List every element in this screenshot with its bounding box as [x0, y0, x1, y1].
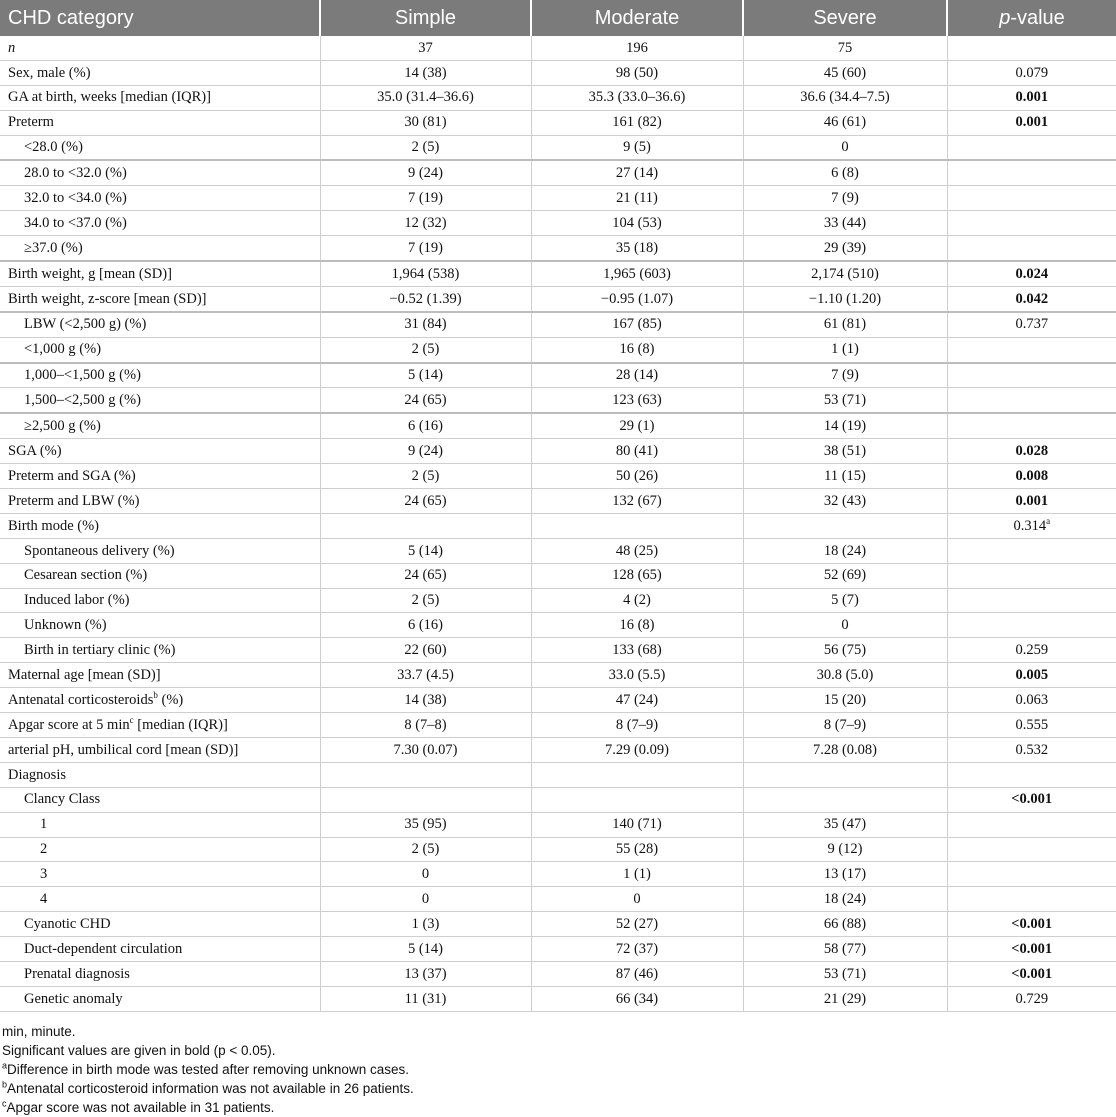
- header-chd-category: CHD category: [0, 0, 320, 36]
- cell-severe: 7 (9): [743, 186, 947, 211]
- cell-severe: 11 (15): [743, 464, 947, 489]
- cell-severe: 75: [743, 36, 947, 60]
- row-label: Spontaneous delivery (%): [0, 538, 320, 563]
- row-label: Birth mode (%): [0, 513, 320, 538]
- cell-simple: 9 (24): [320, 439, 531, 464]
- table-row: [0, 638, 1116, 663]
- table-row: [0, 186, 1116, 211]
- cell-p-value: [947, 613, 1116, 638]
- table-row: [0, 110, 1116, 135]
- row-label: 1: [0, 812, 320, 837]
- cell-moderate: 0: [531, 887, 743, 912]
- row-label: SGA (%): [0, 439, 320, 464]
- cell-severe: 61 (81): [743, 312, 947, 337]
- cell-moderate: 128 (65): [531, 563, 743, 588]
- row-label: Diagnosis: [0, 762, 320, 787]
- cell-moderate: 72 (37): [531, 937, 743, 962]
- cell-p-value: 0.314$^a$: [947, 513, 1116, 538]
- cell-p-value: [947, 36, 1116, 60]
- cell-severe: 18 (24): [743, 887, 947, 912]
- row-label: 32.0 to <34.0 (%): [0, 186, 320, 211]
- cell-severe: 13 (17): [743, 862, 947, 887]
- cell-p-value: [947, 211, 1116, 236]
- cell-moderate: 55 (28): [531, 837, 743, 862]
- cell-severe: 7.28 (0.08): [743, 737, 947, 762]
- cell-simple: [320, 787, 531, 812]
- table-row: [0, 286, 1116, 311]
- table-row: [0, 887, 1116, 912]
- cell-p-value: [947, 762, 1116, 787]
- table-row: [0, 464, 1116, 489]
- cell-p-value: 0.042: [947, 286, 1116, 311]
- cell-p-value: 0.001: [947, 110, 1116, 135]
- cell-p-value: [947, 160, 1116, 185]
- row-label: Cesarean section (%): [0, 563, 320, 588]
- cell-moderate: 16 (8): [531, 613, 743, 638]
- table-row: [0, 439, 1116, 464]
- cell-p-value: 0.737: [947, 312, 1116, 337]
- table-row: [0, 388, 1116, 413]
- footnote: $^b$Antenatal corticosteroid information was not available in 26 patients.: [2, 1079, 414, 1096]
- cell-moderate: 16 (8): [531, 337, 743, 362]
- cell-p-value: [947, 186, 1116, 211]
- cell-p-value: 0.008: [947, 464, 1116, 489]
- cell-moderate: 27 (14): [531, 160, 743, 185]
- cell-simple: 7 (19): [320, 186, 531, 211]
- cell-simple: 7.30 (0.07): [320, 737, 531, 762]
- cell-simple: 6 (16): [320, 413, 531, 438]
- table-row: [0, 312, 1116, 337]
- cell-simple: 2 (5): [320, 588, 531, 613]
- header-p-value: p-value: [947, 0, 1116, 36]
- cell-p-value: [947, 337, 1116, 362]
- table-row: [0, 688, 1116, 713]
- row-label: <1,000 g (%): [0, 337, 320, 362]
- row-label: Preterm: [0, 110, 320, 135]
- cell-simple: 14 (38): [320, 60, 531, 85]
- cell-severe: 29 (39): [743, 236, 947, 261]
- cell-p-value: [947, 413, 1116, 438]
- cell-simple: 5 (14): [320, 937, 531, 962]
- cell-simple: 1 (3): [320, 912, 531, 937]
- cell-simple: 7 (19): [320, 236, 531, 261]
- cell-simple: 8 (7–8): [320, 713, 531, 738]
- cell-moderate: −0.95 (1.07): [531, 286, 743, 311]
- row-label: 4: [0, 887, 320, 912]
- cell-p-value: [947, 837, 1116, 862]
- table-row: [0, 261, 1116, 286]
- table-row: [0, 787, 1116, 812]
- cell-severe: 33 (44): [743, 211, 947, 236]
- table-row: [0, 663, 1116, 688]
- cell-p-value: [947, 135, 1116, 160]
- cell-severe: 18 (24): [743, 538, 947, 563]
- table-footnotes: [0, 1012, 1116, 1117]
- cell-p-value: <0.001: [947, 937, 1116, 962]
- table-row: [0, 937, 1116, 962]
- cell-severe: 0: [743, 135, 947, 160]
- cell-severe: 8 (7–9): [743, 713, 947, 738]
- cell-severe: 58 (77): [743, 937, 947, 962]
- row-label: Induced labor (%): [0, 588, 320, 613]
- cell-severe: [743, 513, 947, 538]
- table-row: [0, 961, 1116, 986]
- cell-simple: 31 (84): [320, 312, 531, 337]
- cell-moderate: 87 (46): [531, 961, 743, 986]
- cell-moderate: [531, 762, 743, 787]
- cell-simple: 35.0 (31.4–36.6): [320, 85, 531, 110]
- row-label: 1,500–<2,500 g (%): [0, 388, 320, 413]
- cell-severe: 32 (43): [743, 489, 947, 514]
- cell-severe: 6 (8): [743, 160, 947, 185]
- cell-simple: 5 (14): [320, 363, 531, 388]
- cell-moderate: 98 (50): [531, 60, 743, 85]
- cell-moderate: 52 (27): [531, 912, 743, 937]
- table-row: [0, 812, 1116, 837]
- cell-severe: 14 (19): [743, 413, 947, 438]
- cell-severe: 35 (47): [743, 812, 947, 837]
- cell-simple: 5 (14): [320, 538, 531, 563]
- row-label: 3: [0, 862, 320, 887]
- table-row: [0, 588, 1116, 613]
- table-row: [0, 413, 1116, 438]
- cell-moderate: 9 (5): [531, 135, 743, 160]
- cell-severe: 56 (75): [743, 638, 947, 663]
- cell-p-value: 0.532: [947, 737, 1116, 762]
- row-label: Birth weight, z-score [mean (SD)]: [0, 286, 320, 311]
- cell-moderate: 48 (25): [531, 538, 743, 563]
- cell-moderate: 140 (71): [531, 812, 743, 837]
- cell-moderate: 66 (34): [531, 986, 743, 1011]
- table-row: [0, 563, 1116, 588]
- cell-severe: 2,174 (510): [743, 261, 947, 286]
- table-row: [0, 837, 1116, 862]
- cell-simple: 1,964 (538): [320, 261, 531, 286]
- cell-moderate: 35.3 (33.0–36.6): [531, 85, 743, 110]
- cell-simple: 0: [320, 862, 531, 887]
- row-label: LBW (<2,500 g) (%): [0, 312, 320, 337]
- cell-severe: −1.10 (1.20): [743, 286, 947, 311]
- cell-simple: 11 (31): [320, 986, 531, 1011]
- table-row: [0, 60, 1116, 85]
- header-moderate: Moderate: [531, 0, 743, 36]
- cell-simple: 22 (60): [320, 638, 531, 663]
- table-row: [0, 135, 1116, 160]
- table-row: [0, 986, 1116, 1011]
- cell-moderate: 4 (2): [531, 588, 743, 613]
- table-row: [0, 762, 1116, 787]
- table-row: [0, 363, 1116, 388]
- cell-p-value: 0.024: [947, 261, 1116, 286]
- row-label: ≥2,500 g (%): [0, 413, 320, 438]
- cell-severe: 46 (61): [743, 110, 947, 135]
- cell-severe: 7 (9): [743, 363, 947, 388]
- cell-p-value: 0.079: [947, 60, 1116, 85]
- cell-simple: 30 (81): [320, 110, 531, 135]
- row-label: Duct-dependent circulation: [0, 937, 320, 962]
- cell-moderate: 132 (67): [531, 489, 743, 514]
- row-label: Preterm and LBW (%): [0, 489, 320, 514]
- table-row: [0, 713, 1116, 738]
- cell-p-value: <0.001: [947, 961, 1116, 986]
- cell-moderate: 167 (85): [531, 312, 743, 337]
- row-label: 28.0 to <32.0 (%): [0, 160, 320, 185]
- cell-p-value: <0.001: [947, 787, 1116, 812]
- row-label: <28.0 (%): [0, 135, 320, 160]
- cell-moderate: 33.0 (5.5): [531, 663, 743, 688]
- table-row: [0, 36, 1116, 60]
- cell-severe: [743, 762, 947, 787]
- row-label: GA at birth, weeks [median (IQR)]: [0, 85, 320, 110]
- cell-moderate: 7.29 (0.09): [531, 737, 743, 762]
- table-row: [0, 912, 1116, 937]
- row-label: n: [0, 36, 320, 60]
- cell-simple: 14 (38): [320, 688, 531, 713]
- cell-p-value: 0.028: [947, 439, 1116, 464]
- cell-moderate: 47 (24): [531, 688, 743, 713]
- cell-simple: 24 (65): [320, 388, 531, 413]
- header-simple: Simple: [320, 0, 531, 36]
- cell-severe: 15 (20): [743, 688, 947, 713]
- row-label: Apgar score at 5 $\min^c$ [median (IQR)]: [0, 713, 320, 738]
- cell-simple: 2 (5): [320, 464, 531, 489]
- cell-moderate: 80 (41): [531, 439, 743, 464]
- cell-severe: 21 (29): [743, 986, 947, 1011]
- cell-p-value: [947, 538, 1116, 563]
- row-label: 2: [0, 837, 320, 862]
- cell-simple: 9 (24): [320, 160, 531, 185]
- table-body: [0, 36, 1116, 1011]
- cell-simple: 13 (37): [320, 961, 531, 986]
- table-row: [0, 613, 1116, 638]
- cell-p-value: 0.001: [947, 489, 1116, 514]
- cell-simple: −0.52 (1.39): [320, 286, 531, 311]
- cell-moderate: 21 (11): [531, 186, 743, 211]
- row-label: 34.0 to <37.0 (%): [0, 211, 320, 236]
- row-label: Clancy Class: [0, 787, 320, 812]
- cell-severe: 53 (71): [743, 961, 947, 986]
- cell-moderate: 123 (63): [531, 388, 743, 413]
- row-label: Birth in tertiary clinic (%): [0, 638, 320, 663]
- cell-simple: 33.7 (4.5): [320, 663, 531, 688]
- cell-severe: 9 (12): [743, 837, 947, 862]
- cell-severe: 53 (71): [743, 388, 947, 413]
- header-severe: Severe: [743, 0, 947, 36]
- cell-p-value: 0.259: [947, 638, 1116, 663]
- cell-severe: 52 (69): [743, 563, 947, 588]
- cell-moderate: [531, 787, 743, 812]
- cell-p-value: [947, 588, 1116, 613]
- cell-p-value: 0.555: [947, 713, 1116, 738]
- table-row: [0, 160, 1116, 185]
- cell-p-value: 0.001: [947, 85, 1116, 110]
- cell-simple: 24 (65): [320, 489, 531, 514]
- header-row: [0, 0, 1116, 36]
- table-row: [0, 513, 1116, 538]
- cell-p-value: 0.729: [947, 986, 1116, 1011]
- table-row: [0, 862, 1116, 887]
- row-label: arterial pH, umbilical cord [mean (SD)]: [0, 737, 320, 762]
- table-row: [0, 85, 1116, 110]
- cell-simple: 2 (5): [320, 337, 531, 362]
- cell-moderate: 161 (82): [531, 110, 743, 135]
- cell-moderate: 8 (7–9): [531, 713, 743, 738]
- cell-moderate: 35 (18): [531, 236, 743, 261]
- cell-p-value: [947, 887, 1116, 912]
- cell-moderate: 104 (53): [531, 211, 743, 236]
- cell-moderate: 1,965 (603): [531, 261, 743, 286]
- row-label: Antenatal corticosteroids$^b$ (%): [0, 688, 320, 713]
- cell-severe: 66 (88): [743, 912, 947, 937]
- cell-severe: 1 (1): [743, 337, 947, 362]
- row-label: Genetic anomaly: [0, 986, 320, 1011]
- row-label: Cyanotic CHD: [0, 912, 320, 937]
- cell-moderate: 1 (1): [531, 862, 743, 887]
- cell-simple: [320, 513, 531, 538]
- row-label: ≥37.0 (%): [0, 236, 320, 261]
- cell-simple: [320, 762, 531, 787]
- cell-simple: 35 (95): [320, 812, 531, 837]
- footnote: $^a$Difference in birth mode was tested after removing unknown cases.: [2, 1060, 409, 1077]
- cell-p-value: [947, 236, 1116, 261]
- row-label: Prenatal diagnosis: [0, 961, 320, 986]
- table-row: [0, 489, 1116, 514]
- cell-p-value: [947, 388, 1116, 413]
- cell-severe: 36.6 (34.4–7.5): [743, 85, 947, 110]
- cell-p-value: [947, 862, 1116, 887]
- footnote: min, minute.: [2, 1023, 76, 1039]
- cell-simple: 37: [320, 36, 531, 60]
- row-label: Sex, male (%): [0, 60, 320, 85]
- cell-severe: 38 (51): [743, 439, 947, 464]
- row-label: Maternal age [mean (SD)]: [0, 663, 320, 688]
- row-label: 1,000–<1,500 g (%): [0, 363, 320, 388]
- table-row: [0, 538, 1116, 563]
- table-row: [0, 737, 1116, 762]
- cell-severe: [743, 787, 947, 812]
- cell-p-value: [947, 563, 1116, 588]
- cell-severe: 0: [743, 613, 947, 638]
- cell-severe: 45 (60): [743, 60, 947, 85]
- cell-moderate: 50 (26): [531, 464, 743, 489]
- cell-simple: 2 (5): [320, 135, 531, 160]
- row-label: Preterm and SGA (%): [0, 464, 320, 489]
- footnote: $^c$Apgar score was not available in 31 patients.: [2, 1098, 275, 1115]
- cell-simple: 6 (16): [320, 613, 531, 638]
- cell-moderate: 29 (1): [531, 413, 743, 438]
- cell-p-value: 0.005: [947, 663, 1116, 688]
- row-label: Unknown (%): [0, 613, 320, 638]
- table-row: [0, 337, 1116, 362]
- cell-severe: 5 (7): [743, 588, 947, 613]
- table-row: [0, 236, 1116, 261]
- cell-simple: 2 (5): [320, 837, 531, 862]
- cell-p-value: <0.001: [947, 912, 1116, 937]
- row-label: Birth weight, g [mean (SD)]: [0, 261, 320, 286]
- cell-moderate: [531, 513, 743, 538]
- cell-simple: 24 (65): [320, 563, 531, 588]
- table-row: [0, 211, 1116, 236]
- cell-p-value: 0.063: [947, 688, 1116, 713]
- cell-p-value: [947, 363, 1116, 388]
- cell-simple: 12 (32): [320, 211, 531, 236]
- cell-p-value: [947, 812, 1116, 837]
- cell-simple: 0: [320, 887, 531, 912]
- footnote: Significant values are given in bold (p < 0.05).: [2, 1042, 276, 1058]
- cell-moderate: 28 (14): [531, 363, 743, 388]
- cell-severe: 30.8 (5.0): [743, 663, 947, 688]
- cell-moderate: 133 (68): [531, 638, 743, 663]
- cell-moderate: 196: [531, 36, 743, 60]
